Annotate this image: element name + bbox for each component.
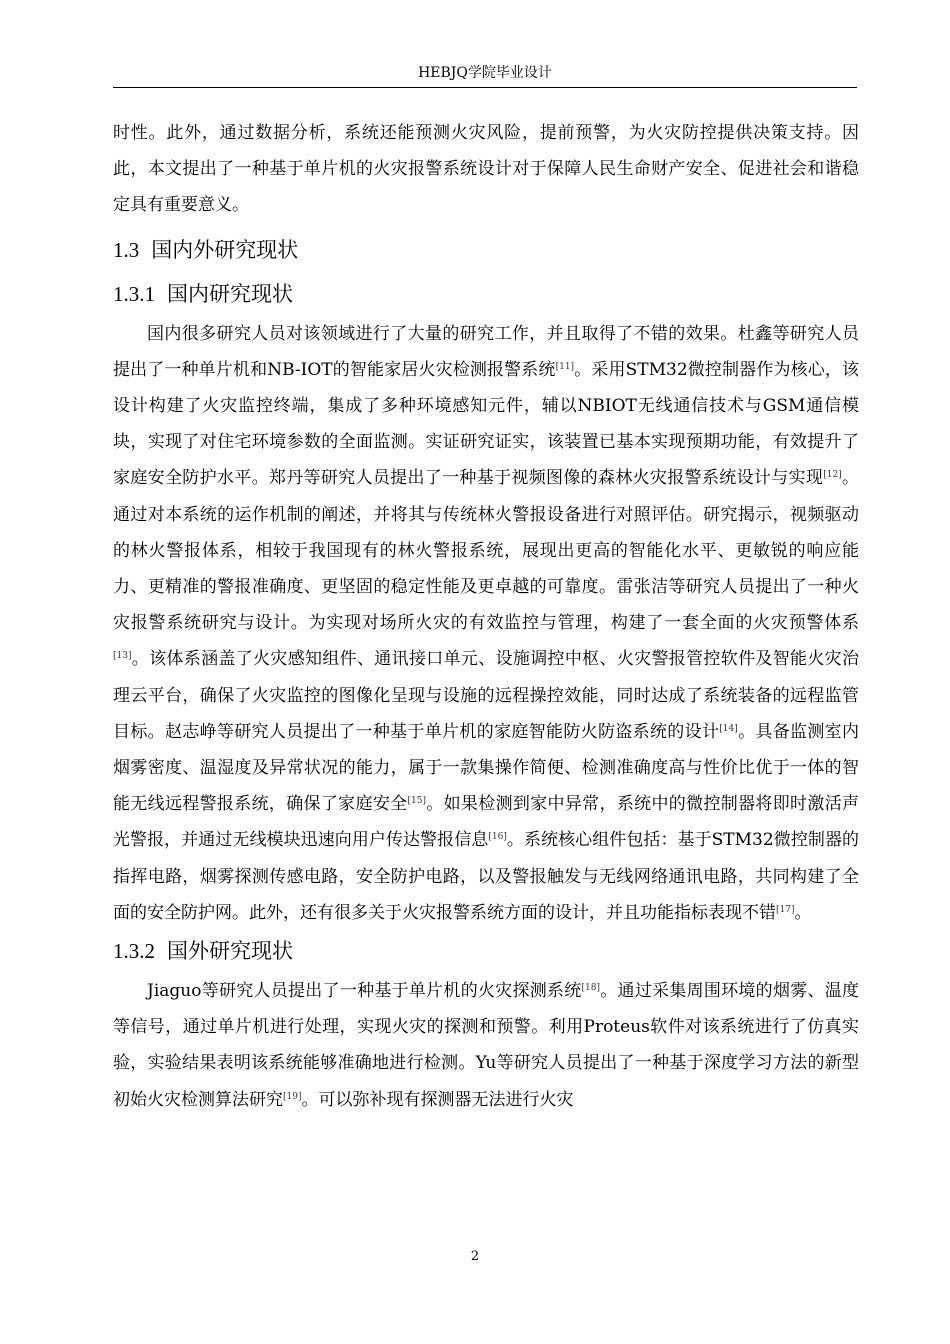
paragraph-text: Jiaguo等研究人员提出了一种基于单片机的火灾探测系统 [147,981,582,1002]
citation-ref[interactable]: [12] [823,470,842,481]
paragraph-text: 。具备监测室内烟雾密度、温湿度及异常状况的能力，属于一款集操作简便、检测准确度高与性价比优于一体的智能无线远程警报系统，确保了家庭安全 [113,721,860,815]
paragraph-text: 国内很多研究人员对该领域进行了大量的研究工作，并且取得了不错的效果。杜鑫等研究人员提出了一种单片机和NB-IOT的智能家居火灾检测报警系统 [113,323,859,380]
section-heading-1-3 [113,230,859,270]
paragraph-text: 。采用STM32微控制器作为核心，该设计构建了火灾监控终端，集成了多种环境感知元件，辅以NBIOT无线通信技术与GSM通信模块，实现了对住宅环境参数的全面监测。实证研究证实，该装置已基本实现预期功能，有效提升了家庭安全防护水平。郑丹等研究人员提出了一种基于视频图像的森林火灾报警系统设计与实现 [113,359,860,489]
citation-ref[interactable]: [11] [555,361,575,372]
paragraph-text: 。系统核心组件包括：基于STM32微控制器的指挥电路，烟雾探测传感电路，安全防护电路，以及警报触发与无线网络通讯电路，共同构建了全面的安全防护网。此外，还有很多关于火灾报警系统方面的设计，并且功能指标表现不错 [113,830,860,923]
section-number: 1.3.2 [113,939,155,964]
paragraph-text: 时性。此外，通过数据分析，系统还能预测火灾风险，提前预警，为火灾防控提供决策支持。因此，本文提出了一种基于单片机的火灾报警系统设计对于保障人民生命财产安全、促进社会和谐稳定具有重要意义。 [113,123,859,216]
paragraph-text: 。通过对本系统的运作机制的阐述，并将其与传统林火警报设备进行对照评估。研究揭示，视频驱动的林火警报体系，相较于我国现有的林火警报系统，展现出更高的智能化水平、更敏锐的响应能力、更精准的警报准确度、更坚固的稳定性能及更卓越的可靠度。雷张洁等研究人员提出了一种火灾报警系统研究与设计。为实现对场所火灾的有效监控与管理，构建了一套全面的火灾预警体系 [113,468,860,634]
paragraph-text: 。该体系涵盖了火灾感知组件、通讯接口单元、设施调控中枢、火灾警报管控软件及智能火灾治理云平台，确保了火灾监控的图像化呈现与设施的远程操控效能，同时达成了系统装备的远程监管目标。赵志峥等研究人员提出了一种基于单片机的家庭智能防火防盗系统的设计 [113,649,859,742]
paragraph-text: 。如果检测到家中异常，系统中的微控制器将即时激活声光警报，并通过无线模块迅速向用户传达警报信息 [113,794,860,851]
citation-ref[interactable]: [18] [581,983,601,994]
citation-ref[interactable]: [16] [488,832,507,843]
header-rule [113,87,857,88]
section-heading-1-3-1 [113,274,859,314]
section-title: 国外研究现状 [167,939,293,964]
citation-ref[interactable]: [17] [776,904,795,915]
page-number: 2 [470,1249,480,1264]
page-header: HEBJQ学院毕业设计 [418,65,552,81]
citation-ref[interactable]: [13] [113,651,132,662]
paragraph-text: 。通过采集周围环境的烟雾、温度等信号，通过单片机进行处理，实现火灾的探测和预警。利用Proteus软件对该系统进行了仿真实验，实验结果表明该系统能够准确地进行检测。Yu等研究人员提出了一种基于深度学习方法的新型初始火灾检测算法研究 [113,981,860,1110]
section-heading-1-3-2 [113,931,859,971]
section-title: 国内外研究现状 [151,237,299,262]
section-number: 1.3 [113,237,140,262]
citation-ref[interactable]: [19] [283,1091,302,1102]
paragraph-text: 。可以弥补现有探测器无法进行火灾 [301,1089,574,1110]
page-body [113,115,859,1118]
paragraph-text: 。 [794,902,812,923]
citation-ref[interactable]: [14] [719,723,738,734]
paragraph-foreign [113,973,859,1118]
citation-ref[interactable]: [15] [407,796,426,807]
paragraph-intro [113,115,859,224]
section-number: 1.3.1 [113,281,155,306]
section-title: 国内研究现状 [167,281,293,306]
paragraph-domestic [113,316,859,931]
